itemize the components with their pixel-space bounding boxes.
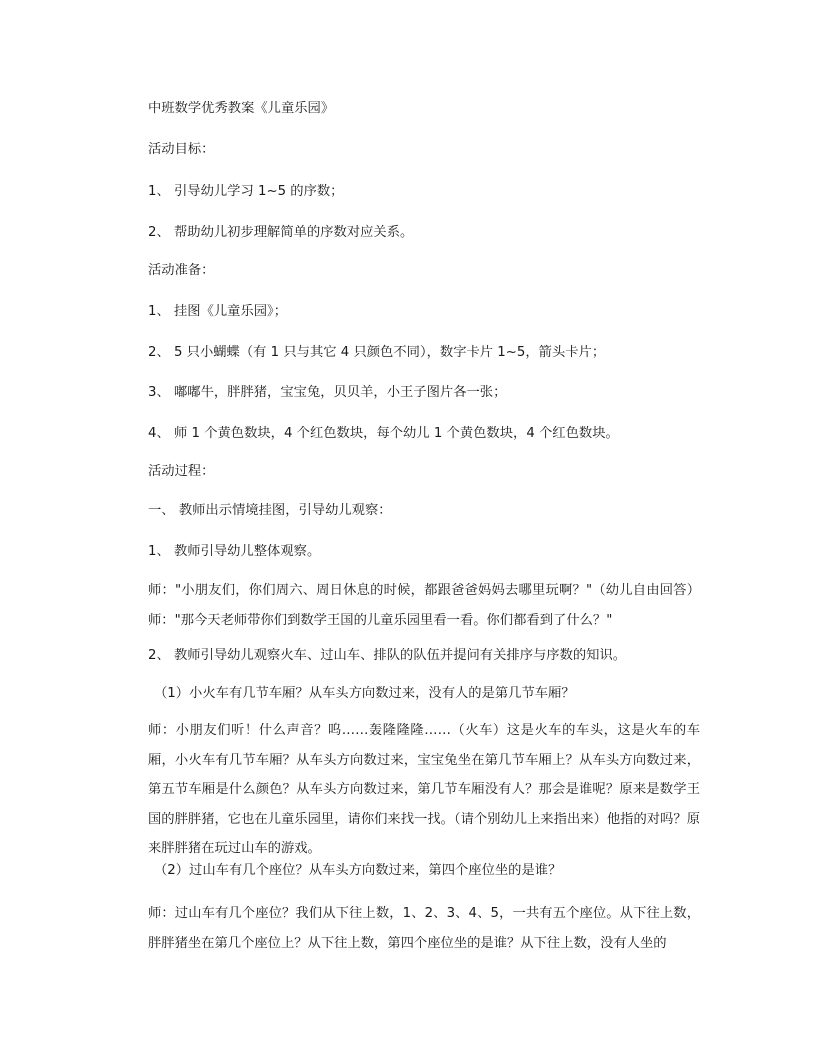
process-heading: 活动过程： [148,464,215,479]
step-item-1: 1、 教师引导幼儿整体观察。 [148,544,321,559]
document-title: 中班数学优秀教案《儿童乐园》 [148,101,335,116]
prep-item-4: 4、 师 1 个黄色数块，4 个红色数块，每个幼儿 1 个黄色数块，4 个红色数块。 [148,426,619,441]
prep-item-3: 3、 嘟嘟牛，胖胖猪，宝宝兔，贝贝羊，小王子图片各一张； [148,385,507,400]
section-heading-1: 一、 教师出示情境挂图，引导幼儿观察： [148,503,392,518]
prep-heading: 活动准备： [148,263,215,278]
prep-item-1: 1、 挂图《儿童乐园》； [148,304,288,319]
dialog-paragraph-1: 师："小朋友们，你们周六、周日休息的时候，都跟爸爸妈妈去哪里玩啊？"（幼儿自由回答）师："那今天老师带你们到数学王国的儿童乐园里看一看。你们都看到了什么？" [148,583,700,628]
question-2: （2）过山车有几个座位？从车头方向数过来，第四个座位坐的是谁？ [154,863,562,878]
dialog-paragraph-3: 师：过山车有几个座位？我们从下往上数，1、2、3、4、5，一共有五个座位。从下往上数，胖胖猪坐在第几个座位上？从下往上数，第四个座位坐的是谁？从下往上数，没有人坐的 [148,906,700,951]
prep-item-2: 2、 5 只小蝴蝶（有 1 只与其它 4 只颜色不同），数字卡片 1~5，箭头卡片； [148,345,606,360]
step-item-2: 2、 教师引导幼儿观察火车、过山车、排队的队伍并提问有关排序与序数的知识。 [148,648,627,663]
dialog-paragraph-2: 师：小朋友们听！什么声音？呜……轰隆隆隆……（火车）这是火车的车头，这是火车的车厢，小火车有几节车厢？从车头方向数过来，宝宝兔坐在第几节车厢上？从车头方向数过来，第五节车厢是什么颜色？从车头方向数过来，第几节车厢没有人？那会是谁呢？原来是数学王国的胖胖猪，它也在儿童乐园里，请你们来找一找。（请个别幼儿上来指出来）他指的对吗？原来胖胖猪在玩过山车的游戏。 [148,723,700,856]
goal-item-2: 2、 帮助幼儿初步理解简单的序数对应关系。 [148,225,414,240]
question-1: （1）小火车有几节车厢？从车头方向数过来，没有人的是第几节车厢？ [154,686,575,701]
goal-item-1: 1、 引导幼儿学习 1~5 的序数； [148,184,344,199]
goals-heading: 活动目标： [148,142,215,157]
